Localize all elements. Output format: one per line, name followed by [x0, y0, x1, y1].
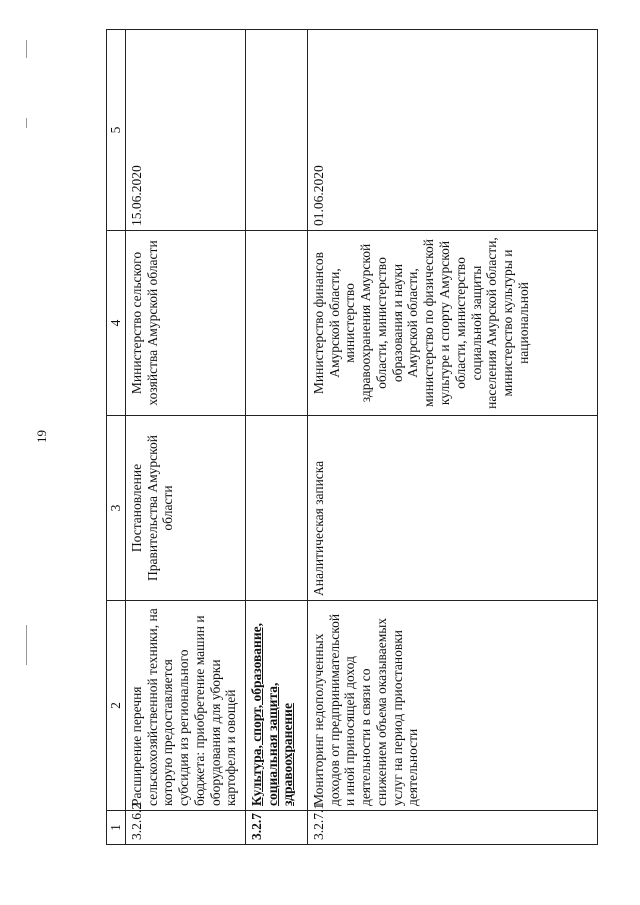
row-event: Расширение перечня сельскохозяйственной техники, на которую предоставляется субсидия из регионального бюджета: приобретение машин и оборудования для уборки картофеля и овощей — [125, 601, 245, 811]
margin-mark — [26, 625, 27, 665]
row-document: Аналитическая записка — [307, 416, 597, 601]
row-event: Мониторинг недополученных доходов от предпринимательской и иной приносящей доход деятельности в связи со снижением объема оказываемых услуг на период приостановки деятельности — [307, 601, 597, 811]
margin-mark — [26, 40, 27, 58]
margin-mark — [26, 118, 27, 128]
header-col-5: 5 — [107, 30, 126, 231]
row-date: 01.06.2020 — [307, 30, 597, 231]
measures-table — [106, 29, 598, 845]
table-row-section — [245, 30, 307, 845]
table-row — [125, 30, 245, 845]
section-title: Культура, спорт, образование, социальная защита, здравоохранение — [245, 601, 307, 811]
section-document — [245, 416, 307, 601]
page-number: 19 — [34, 430, 49, 443]
table-row — [307, 30, 597, 845]
row-executor: Министерство сельского хозяйства Амурской области — [125, 231, 245, 416]
rotated-table-container — [106, 30, 602, 845]
section-executor — [245, 231, 307, 416]
row-number: 3.2.6.2 — [125, 811, 245, 845]
row-document: Постановление Правительства Амурской области — [125, 416, 245, 601]
row-date: 15.06.2020 — [125, 30, 245, 231]
header-col-2: 2 — [107, 601, 126, 811]
row-executor: Министерство финансов Амурской области, министерство здравоохранения Амурской области, министерство образования и науки Амурской области, министерство по физической культуре и спорту Амурской области, министерство социальной защиты населения Амурской области, министерство культуры и национальной — [307, 231, 597, 416]
table-header-row — [107, 30, 126, 845]
header-col-3: 3 — [107, 416, 126, 601]
row-number: 3.2.7.1 — [307, 811, 597, 845]
header-col-4: 4 — [107, 231, 126, 416]
header-col-1: 1 — [107, 811, 126, 845]
section-number: 3.2.7 — [245, 811, 307, 845]
section-date — [245, 30, 307, 231]
